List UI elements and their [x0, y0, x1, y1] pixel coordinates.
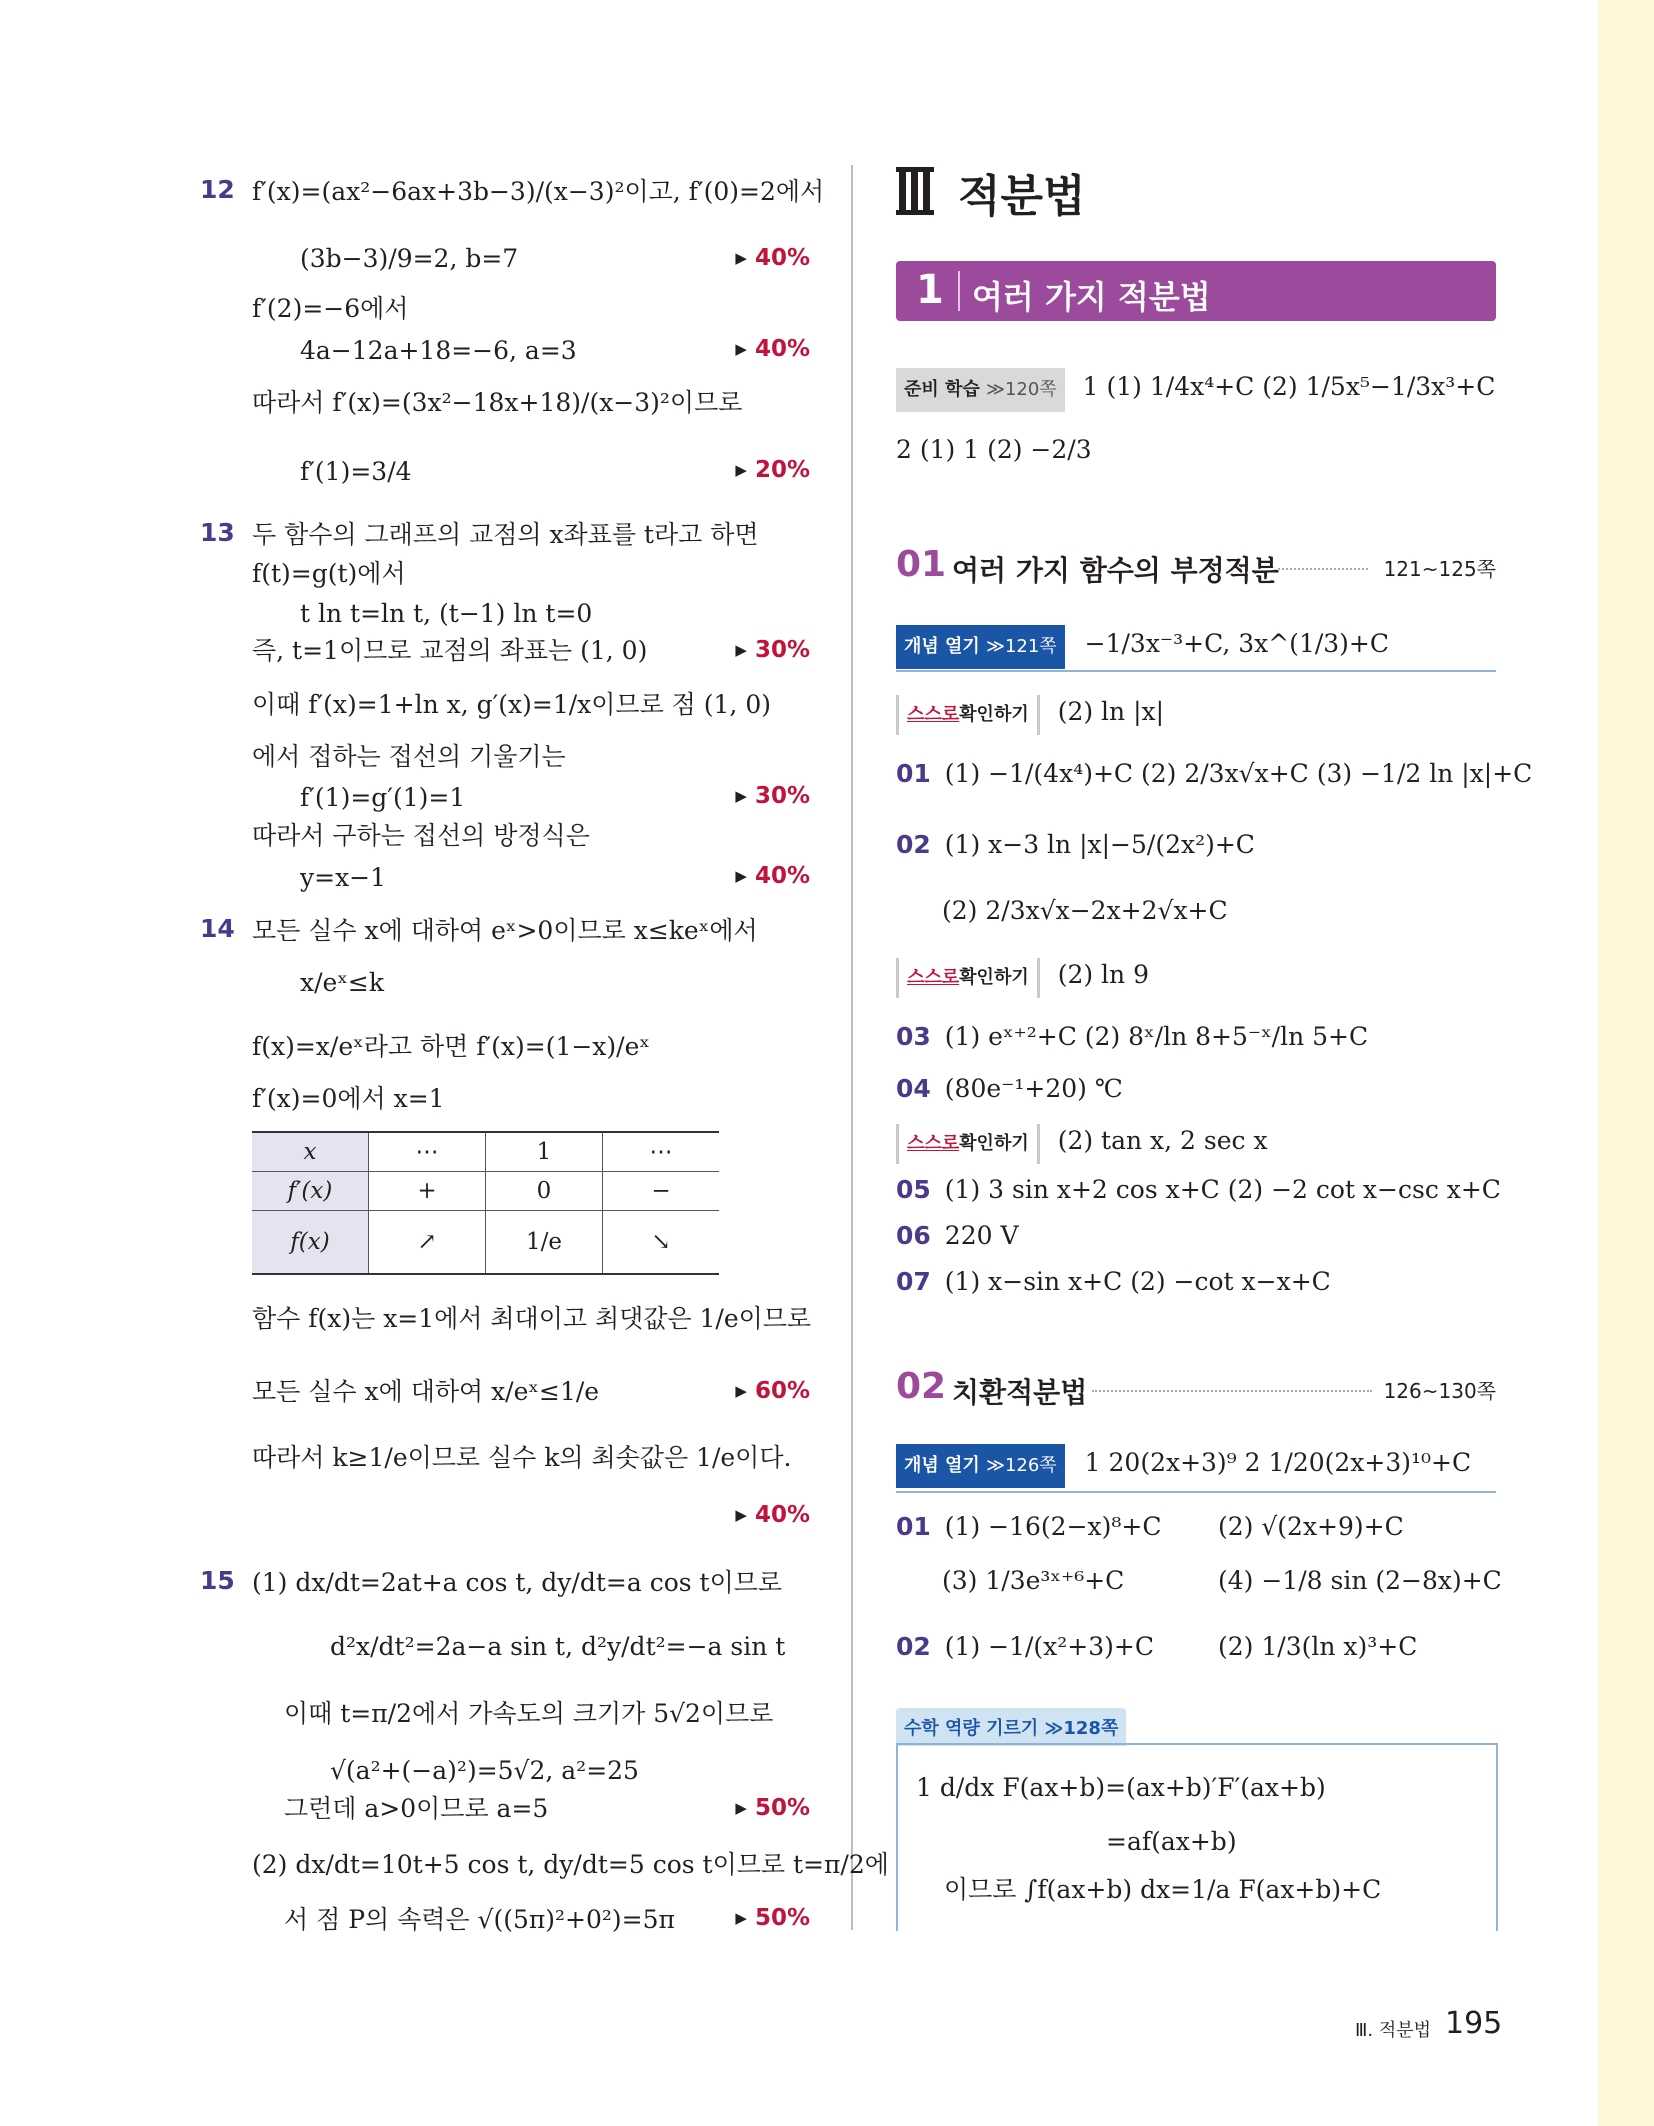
- table-cell: ↗: [369, 1211, 486, 1275]
- self-check-answer-2: (2) ln 9: [1057, 960, 1149, 989]
- concept-open-tag: 개념 열기 ≫126쪽: [896, 1444, 1065, 1488]
- table-cell: ⋯: [603, 1132, 720, 1172]
- unit-separator: [958, 271, 960, 311]
- self-check-tag: 스스로확인하기: [896, 1124, 1040, 1164]
- sec1-open-line: [896, 625, 1389, 669]
- table-cell: +: [369, 1172, 486, 1211]
- ability-line-3: 이므로 ∫f(ax+b) dx=1/a F(ax+b)+C: [944, 1875, 1382, 1904]
- p15-line-1: (1) dx/dt=2at+a cos t, dy/dt=a cos t이므로: [252, 1568, 783, 1597]
- section-01-pages: 121~125쪽: [1383, 557, 1496, 581]
- p15-line-7: 서 점 P의 속력은 √((5π)²+0²)=5π: [284, 1905, 675, 1934]
- table-cell: ↘: [603, 1211, 720, 1275]
- self-check-answer-1: (2) ln |x|: [1057, 697, 1165, 726]
- footer-chapter-label: Ⅲ. 적분법: [1355, 2020, 1432, 2041]
- p13-line-6: 에서 접하는 접선의 기울기는: [252, 742, 566, 771]
- ability-line-1: 1 d/dx F(ax+b)=(ax+b)′F′(ax+b): [916, 1773, 1326, 1802]
- p15-score-1: ▶ 50%: [735, 1795, 810, 1821]
- sec1-answer-02b: (2) 2/3x√x−2x+2√x+C: [942, 896, 1228, 925]
- p13-score-3: ▶ 40%: [735, 863, 810, 889]
- p13-line-8: 따라서 구하는 접선의 방정식은: [252, 821, 590, 850]
- self-check-tag: 스스로확인하기: [896, 958, 1040, 998]
- p14-line-5: 함수 f(x)는 x=1에서 최대이고 최댓값은 1/e이므로: [252, 1304, 812, 1333]
- section-01-title: 여러 가지 함수의 부정적분: [952, 554, 1279, 587]
- ability-box: [896, 1743, 1498, 1931]
- unit-title-bar: [896, 261, 1496, 321]
- table-row: [252, 1172, 719, 1211]
- increase-decrease-table: [252, 1131, 719, 1275]
- problem-15-number: 15: [200, 1566, 235, 1595]
- section-02-number: 02: [896, 1366, 947, 1407]
- p15-line-6: (2) dx/dt=10t+5 cos t, dy/dt=5 cos t이므로 t=π/2에: [252, 1850, 889, 1879]
- p12-line-5: 따라서 f′(x)=(3x²−18x+18)/(x−3)²이므로: [252, 388, 743, 417]
- table-cell: x: [252, 1132, 369, 1172]
- table-cell: f(x): [252, 1211, 369, 1275]
- sec2-answer-01b: (2) √(2x+9)+C: [1218, 1512, 1404, 1541]
- sec2-answer-02a: 02 (1) −1/(x²+3)+C: [896, 1632, 1154, 1661]
- p12-line-1: f′(x)=(ax²−6ax+3b−3)/(x−3)²이고, f′(0)=2에서: [252, 177, 825, 206]
- p14-line-1: 모든 실수 x에 대하여 eˣ>0이므로 x≤keˣ에서: [252, 916, 758, 945]
- chapter-title: 적분법: [958, 171, 1086, 222]
- table-cell: ⋯: [369, 1132, 486, 1172]
- page-number: 195: [1445, 2006, 1503, 2041]
- prep-answer-2: 2 (1) 1 (2) −2/3: [896, 435, 1092, 464]
- p14-score-1: ▶ 60%: [735, 1378, 810, 1404]
- p15-line-3: 이때 t=π/2에서 가속도의 크기가 5√2이므로: [284, 1699, 774, 1728]
- p13-line-2: f(t)=g(t)에서: [252, 559, 406, 588]
- problem-14-number: 14: [200, 914, 235, 943]
- p12-score-3: ▶ 20%: [735, 457, 810, 483]
- table-row: [252, 1132, 719, 1172]
- self-check-line-2: [896, 958, 1149, 998]
- sec2-answer-01c: (3) 1/3e³ˣ⁺⁶+C: [942, 1566, 1125, 1595]
- p15-line-2: d²x/dt²=2a−a sin t, d²y/dt²=−a sin t: [330, 1632, 786, 1661]
- p14-line-3: f(x)=x/eˣ라고 하면 f′(x)=(1−x)/eˣ: [252, 1032, 650, 1061]
- sec1-answer-03: 03 (1) eˣ⁺²+C (2) 8ˣ/ln 8+5⁻ˣ/ln 5+C: [896, 1022, 1369, 1051]
- p13-line-5: 이때 f′(x)=1+ln x, g′(x)=1/x이므로 점 (1, 0): [252, 690, 771, 719]
- section-02-header: [896, 1366, 1496, 1412]
- p14-line-6: 모든 실수 x에 대하여 x/eˣ≤1/e: [252, 1377, 600, 1406]
- self-check-tag: 스스로확인하기: [896, 695, 1040, 735]
- p14-line-7: 따라서 k≥1/e이므로 실수 k의 최솟값은 1/e이다.: [252, 1443, 792, 1472]
- ability-tag: 수학 역량 기르기 ≫128쪽: [896, 1708, 1126, 1746]
- sec1-answer-07: 07 (1) x−sin x+C (2) −cot x−x+C: [896, 1267, 1331, 1296]
- table-cell: 1/e: [486, 1211, 603, 1275]
- section-02-pages: 126~130쪽: [1383, 1379, 1496, 1403]
- sec1-answer-02a: 02 (1) x−3 ln |x|−5/(2x²)+C: [896, 830, 1255, 859]
- leader-dots: [1092, 1390, 1372, 1392]
- concept-open-answer: −1/3x⁻³+C, 3x^(1/3)+C: [1084, 629, 1390, 658]
- roman-three-icon: [896, 167, 934, 215]
- sec2-answer-01a: 01 (1) −16(2−x)⁸+C: [896, 1512, 1162, 1541]
- sec1-answer-05: 05 (1) 3 sin x+2 cos x+C (2) −2 cot x−csc x+C: [896, 1175, 1501, 1204]
- table-cell: 1: [486, 1132, 603, 1172]
- p13-line-7: f′(1)=g′(1)=1: [300, 783, 466, 812]
- sec2-answer-01d: (4) −1/8 sin (2−8x)+C: [1218, 1566, 1502, 1595]
- table-row: [252, 1211, 719, 1275]
- prep-line-1: [896, 368, 1495, 412]
- problem-12-number: 12: [200, 175, 235, 204]
- column-divider: [851, 165, 853, 1930]
- section-01-number: 01: [896, 544, 947, 585]
- p13-score-2: ▶ 30%: [735, 783, 810, 809]
- unit-number: 1: [916, 267, 944, 313]
- side-band: [1598, 0, 1654, 2126]
- p14-score-2: ▶ 40%: [735, 1502, 810, 1528]
- p14-line-2: x/eˣ≤k: [300, 968, 385, 997]
- p12-line-2: (3b−3)/9=2, b=7: [300, 244, 519, 273]
- p12-line-3: f′(2)=−6에서: [252, 294, 409, 323]
- section-02-title: 치환적분법: [952, 1376, 1088, 1409]
- self-check-line-3: [896, 1124, 1268, 1164]
- table-cell: −: [603, 1172, 720, 1211]
- prep-tag: 준비 학습 ≫120쪽: [896, 368, 1065, 412]
- p15-score-2: ▶ 50%: [735, 1905, 810, 1931]
- p13-line-3: t ln t=ln t, (t−1) ln t=0: [300, 599, 593, 628]
- p12-score-2: ▶ 40%: [735, 336, 810, 362]
- sec2-answer-02b: (2) 1/3(ln x)³+C: [1218, 1632, 1418, 1661]
- table-cell: 0: [486, 1172, 603, 1211]
- sec1-answer-01: 01 (1) −1/(4x⁴)+C (2) 2/3x√x+C (3) −1/2 ln |x|+C: [896, 759, 1533, 788]
- self-check-answer-3: (2) tan x, 2 sec x: [1057, 1126, 1268, 1155]
- p12-line-4: 4a−12a+18=−6, a=3: [300, 336, 577, 365]
- p15-line-4: √(a²+(−a)²)=5√2, a²=25: [330, 1756, 639, 1785]
- prep-answer-1: 1 (1) 1/4x⁴+C (2) 1/5x⁵−1/3x³+C: [1082, 372, 1496, 401]
- blue-rule: [896, 1491, 1496, 1493]
- sec1-answer-06: 06 220 V: [896, 1221, 1019, 1250]
- concept-open-tag: 개념 열기 ≫121쪽: [896, 625, 1065, 669]
- p12-score-1: ▶ 40%: [735, 245, 810, 271]
- p13-line-4: 즉, t=1이므로 교점의 좌표는 (1, 0): [252, 636, 648, 665]
- p13-line-9: y=x−1: [300, 863, 387, 892]
- self-check-line-1: [896, 695, 1164, 735]
- problem-13-number: 13: [200, 518, 235, 547]
- concept-open-answer: 1 20(2x+3)⁹ 2 1/20(2x+3)¹⁰+C: [1084, 1448, 1472, 1477]
- p13-score-1: ▶ 30%: [735, 637, 810, 663]
- leader-dots: [1278, 568, 1368, 570]
- table-cell: f′(x): [252, 1172, 369, 1211]
- p14-line-4: f′(x)=0에서 x=1: [252, 1084, 445, 1113]
- section-01-header: [896, 544, 1496, 590]
- ability-line-2: =af(ax+b): [1106, 1827, 1237, 1856]
- p13-line-1: 두 함수의 그래프의 교점의 x좌표를 t라고 하면: [252, 520, 759, 549]
- p12-line-6: f′(1)=3/4: [300, 457, 412, 486]
- sec1-answer-04: 04 (80e⁻¹+20) ℃: [896, 1074, 1123, 1103]
- unit-title: 여러 가지 적분법: [972, 278, 1211, 316]
- p15-line-5: 그런데 a>0이므로 a=5: [284, 1794, 549, 1823]
- sec2-open-line: [896, 1444, 1471, 1488]
- blue-rule: [896, 670, 1496, 672]
